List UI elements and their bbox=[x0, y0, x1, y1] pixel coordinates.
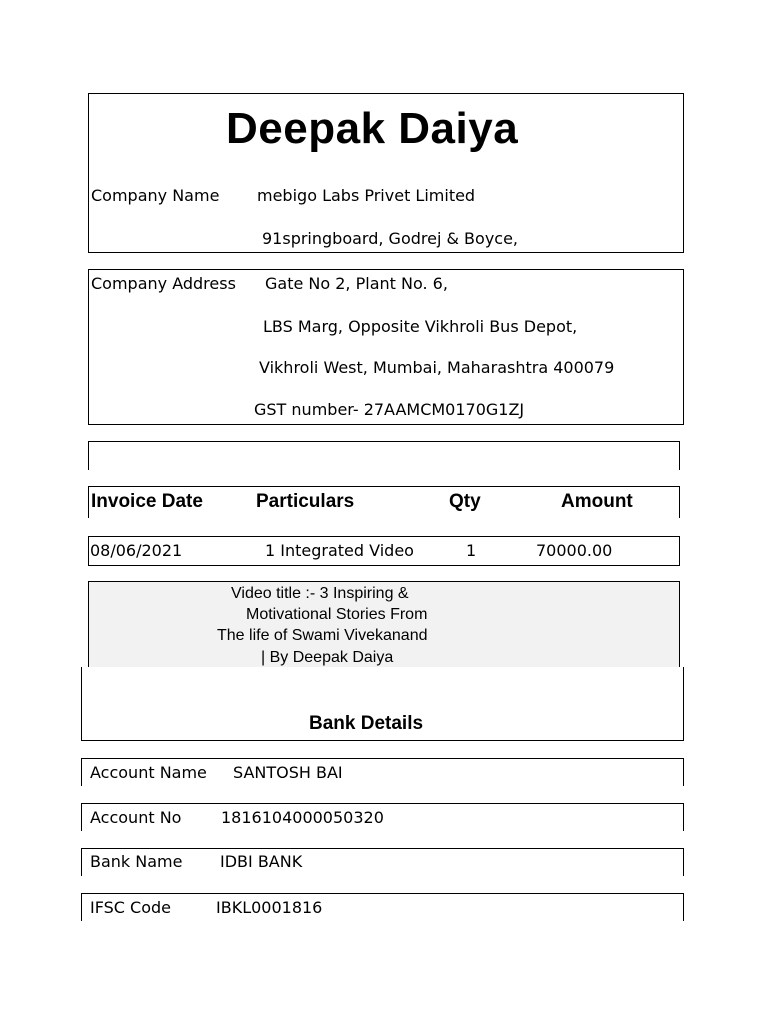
header-particulars: Particulars bbox=[256, 491, 355, 512]
cell-particulars: 1 Integrated Video bbox=[265, 541, 414, 560]
cell-invoice-date: 08/06/2021 bbox=[90, 541, 183, 560]
bank-name-label: Bank Name bbox=[90, 852, 183, 871]
address-line-4: Vikhroli West, Mumbai, Maharashtra 400079 bbox=[259, 358, 615, 377]
ifsc-code-value: IBKL0001816 bbox=[216, 898, 323, 917]
account-no-label: Account No bbox=[90, 808, 182, 827]
company-name-value: mebigo Labs Privet Limited bbox=[257, 186, 476, 205]
account-name-value: SANTOSH BAI bbox=[233, 763, 343, 782]
bank-name-value: IDBI BANK bbox=[220, 852, 303, 871]
video-title-line-1: Video title :- 3 Inspiring & bbox=[231, 585, 409, 602]
company-address-label: Company Address bbox=[91, 274, 236, 293]
header-qty: Qty bbox=[449, 491, 481, 512]
address-line-1: 91springboard, Godrej & Boyce, bbox=[262, 229, 519, 248]
bank-row-ifsc-code bbox=[81, 893, 684, 921]
video-title-line-2: Motivational Stories From bbox=[246, 606, 428, 623]
person-name: Deepak Daiya bbox=[226, 104, 519, 153]
account-no-value: 1816104000050320 bbox=[221, 808, 384, 827]
video-title-line-3: The life of Swami Vivekanand bbox=[217, 627, 428, 644]
address-line-2: Gate No 2, Plant No. 6, bbox=[265, 274, 448, 293]
video-title-line-4: | By Deepak Daiya bbox=[261, 649, 394, 666]
address-line-3: LBS Marg, Opposite Vikhroli Bus Depot, bbox=[263, 317, 578, 336]
cell-amount: 70000.00 bbox=[536, 541, 613, 560]
header-invoice-date: Invoice Date bbox=[91, 491, 203, 512]
header-amount: Amount bbox=[561, 491, 633, 512]
account-name-label: Account Name bbox=[90, 763, 207, 782]
cell-qty: 1 bbox=[466, 541, 477, 560]
gst-number: GST number- 27AAMCM0170G1ZJ bbox=[254, 400, 525, 419]
bank-details-title: Bank Details bbox=[309, 713, 424, 734]
blank-row bbox=[88, 441, 680, 470]
ifsc-code-label: IFSC Code bbox=[90, 898, 172, 917]
company-name-label: Company Name bbox=[91, 186, 220, 205]
